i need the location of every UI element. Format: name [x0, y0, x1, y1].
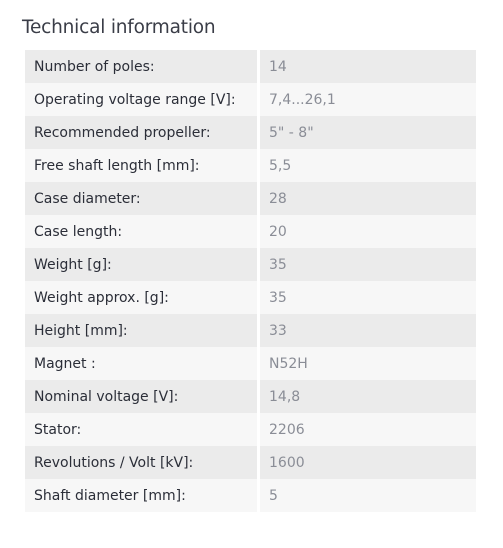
section-title: Technical information	[22, 17, 216, 38]
spec-label: Number of poles:	[25, 50, 257, 83]
spec-value: 7,4...26,1	[260, 83, 476, 116]
spec-label: Revolutions / Volt [kV]:	[25, 446, 257, 479]
spec-row-magnet	[25, 347, 476, 380]
spec-row-height	[25, 314, 476, 347]
spec-label: Nominal voltage [V]:	[25, 380, 257, 413]
spec-label: Case length:	[25, 215, 257, 248]
spec-row-operating-voltage-range	[25, 83, 476, 116]
spec-value: N52H	[260, 347, 476, 380]
technical-info-table	[25, 50, 476, 512]
spec-label: Magnet :	[25, 347, 257, 380]
spec-value: 5" - 8"	[260, 116, 476, 149]
spec-row-free-shaft-length	[25, 149, 476, 182]
spec-value: 5	[260, 479, 476, 512]
spec-value: 5,5	[260, 149, 476, 182]
spec-row-case-diameter	[25, 182, 476, 215]
spec-value: 14	[260, 50, 476, 83]
spec-row-nominal-voltage	[25, 380, 476, 413]
spec-label: Height [mm]:	[25, 314, 257, 347]
spec-label: Recommended propeller:	[25, 116, 257, 149]
spec-label: Operating voltage range [V]:	[25, 83, 257, 116]
spec-value: 14,8	[260, 380, 476, 413]
spec-value: 1600	[260, 446, 476, 479]
spec-row-recommended-propeller	[25, 116, 476, 149]
spec-row-shaft-diameter	[25, 479, 476, 512]
spec-row-weight	[25, 248, 476, 281]
spec-value: 20	[260, 215, 476, 248]
spec-value: 35	[260, 248, 476, 281]
spec-row-weight-approx	[25, 281, 476, 314]
spec-label: Weight [g]:	[25, 248, 257, 281]
spec-label: Weight approx. [g]:	[25, 281, 257, 314]
spec-value: 33	[260, 314, 476, 347]
spec-label: Stator:	[25, 413, 257, 446]
spec-value: 35	[260, 281, 476, 314]
spec-value: 2206	[260, 413, 476, 446]
spec-row-case-length	[25, 215, 476, 248]
spec-table-body	[25, 50, 476, 512]
spec-label: Case diameter:	[25, 182, 257, 215]
spec-row-number-of-poles	[25, 50, 476, 83]
spec-row-stator	[25, 413, 476, 446]
spec-label: Free shaft length [mm]:	[25, 149, 257, 182]
spec-value: 28	[260, 182, 476, 215]
spec-row-revolutions-per-volt	[25, 446, 476, 479]
spec-label: Shaft diameter [mm]:	[25, 479, 257, 512]
